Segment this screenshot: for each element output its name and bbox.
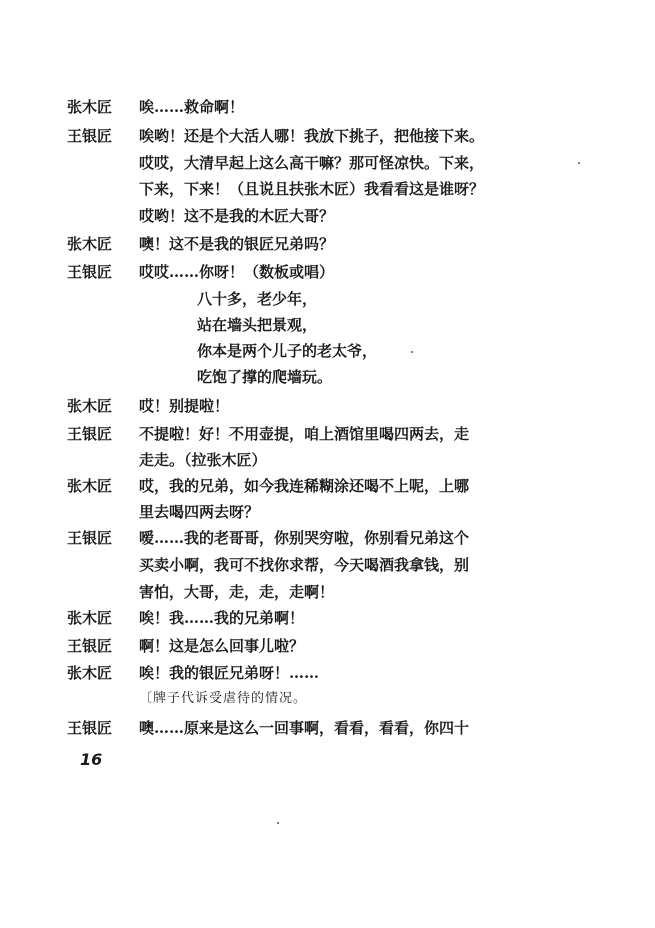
dialogue-line: 走走。（拉张木匠） [139, 451, 267, 469]
speaker-zhang: 张木匠 [67, 235, 113, 253]
dialogue-line: 里去喝四两去呀？ [139, 503, 260, 521]
dialogue-line: 唉！我的银匠兄弟呀！…… [139, 664, 320, 682]
dialogue-line: 唉哟！还是个大活人哪！我放下挑子，把他接下来。 [139, 127, 485, 145]
verse-line: 你本是两个儿子的老太爷， [197, 342, 378, 360]
dialogue-line: 哎哎，大清早起上这么高干嘛？那可怪凉快。下来， [139, 154, 485, 172]
dialogue-line: 哎哎……你呀！（数板或唱） [139, 263, 335, 281]
speaker-wang: 王银匠 [67, 719, 113, 737]
speaker-wang: 王银匠 [67, 529, 113, 547]
verse-line: 吃饱了撑的爬墙玩。 [197, 368, 333, 386]
dialogue-line: 买卖小啊，我可不找你求帮，今天喝酒我拿钱，别 [139, 556, 470, 574]
dialogue-line: 唉！我……我的兄弟啊！ [139, 609, 305, 627]
speaker-wang: 王银匠 [67, 637, 113, 655]
dialogue-line: 哎，我的兄弟，如今我连稀糊涂还喝不上呢，上哪 [139, 477, 470, 495]
verse-line: 站在墙头把景观， [197, 316, 318, 334]
dialogue-line: 嗳……我的老哥哥，你别哭穷啦，你别看兄弟这个 [139, 529, 470, 547]
speaker-zhang: 张木匠 [67, 397, 113, 415]
dialogue-line: 啊！这是怎么回事儿啦？ [139, 637, 305, 655]
dialogue-line: 下来，下来！（且说且扶张木匠）我看看这是谁呀？ [139, 180, 485, 198]
scan-speck [277, 822, 279, 824]
speaker-wang: 王银匠 [67, 127, 113, 145]
dialogue-line: 不提啦！好！不用壶提，咱上酒馆里喝四两去，走 [139, 425, 470, 443]
speaker-zhang: 张木匠 [67, 98, 113, 116]
scan-speck [578, 162, 580, 164]
dialogue-line: 害怕，大哥，走，走，走啊！ [139, 583, 335, 601]
speaker-wang: 王银匠 [67, 263, 113, 281]
dialogue-line: 噢……原来是这么一回事啊，看看，看看，你四十 [139, 719, 470, 737]
page-number: 16 [80, 750, 103, 769]
speaker-zhang: 张木匠 [67, 664, 113, 682]
scan-speck [411, 351, 413, 353]
dialogue-line: 唉……救命啊！ [139, 98, 245, 116]
stage-direction: 〔牌子代诉受虐待的情况。 [139, 691, 308, 706]
speaker-wang: 王银匠 [67, 425, 113, 443]
speaker-zhang: 张木匠 [67, 477, 113, 495]
verse-line: 八十多，老少年， [197, 290, 318, 308]
speaker-zhang: 张木匠 [67, 609, 113, 627]
dialogue-line: 哎！别提啦！ [139, 397, 230, 415]
dialogue-line: 哎哟！这不是我的木匠大哥？ [139, 207, 335, 225]
dialogue-line: 噢！这不是我的银匠兄弟吗？ [139, 235, 335, 253]
